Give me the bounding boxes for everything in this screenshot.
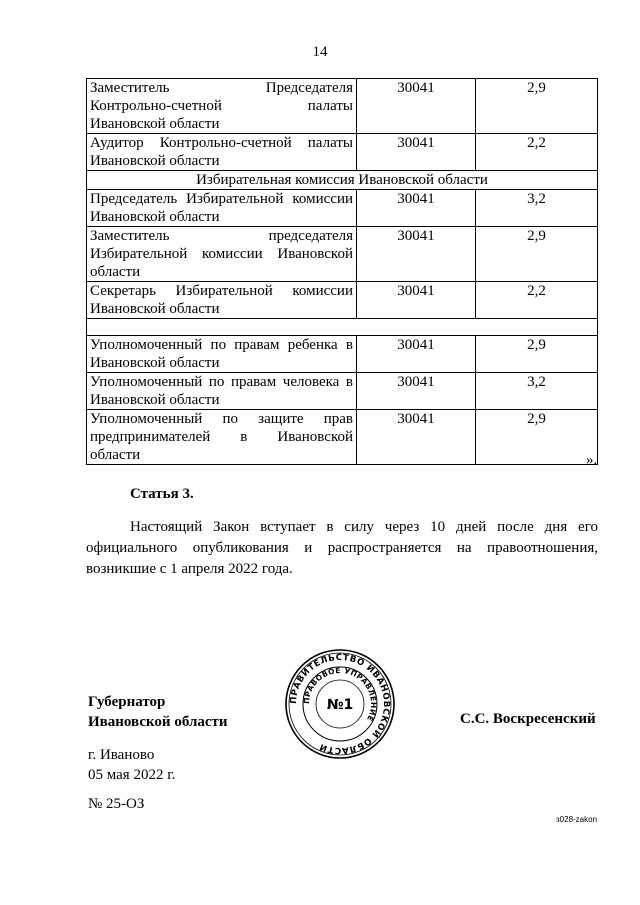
table-row — [87, 373, 598, 410]
position-line: Ивановской области — [90, 355, 220, 371]
position-line: Ивановской области — [90, 209, 220, 225]
position-cell — [87, 134, 357, 171]
position-line: Ивановской области — [90, 392, 220, 408]
position-line: Уполномоченный по правам человека в — [90, 374, 353, 390]
coefficient-cell: 3,2 — [476, 190, 598, 227]
coefficient-cell: 2,9 — [476, 336, 598, 373]
table-row — [87, 336, 598, 373]
position-line: Уполномоченный по защите прав — [90, 411, 353, 427]
code-cell: 30041 — [357, 134, 476, 171]
table-row — [87, 410, 598, 465]
coefficient-cell: 2,9 — [476, 410, 598, 465]
table-row — [87, 79, 598, 134]
position-line: Избирательной комиссии Ивановской — [90, 246, 353, 262]
coefficient-cell: 3,2 — [476, 373, 598, 410]
official-seal — [284, 648, 396, 760]
table-row — [87, 319, 598, 336]
coefficient-cell: 2,9 — [476, 227, 598, 282]
seal-center-text: №1 — [326, 697, 354, 713]
position-cell — [87, 227, 357, 282]
place-date — [88, 745, 175, 785]
position-line: области — [90, 447, 141, 463]
position-line: Ивановской области — [90, 153, 220, 169]
code-cell: 30041 — [357, 373, 476, 410]
position-line: Заместитель Председателя — [90, 80, 353, 96]
position-cell — [87, 410, 357, 465]
table-row — [87, 134, 598, 171]
signatory-name: С.С. Воскресенский — [460, 711, 596, 727]
empty-row — [87, 319, 598, 336]
seal-inner-text: ПРАВОВОЕ УПРАВЛЕНИЕ — [301, 665, 379, 723]
article-title: Статья 3. — [130, 486, 194, 502]
position-line: Председатель Избирательной комиссии — [90, 191, 353, 207]
closing-quote: ». — [586, 452, 598, 468]
position-line: Аудитор Контрольно-счетной палаты — [90, 135, 353, 151]
position-line: Уполномоченный по правам ребенка в — [90, 337, 353, 353]
coefficient-cell: 2,9 — [476, 79, 598, 134]
table-row — [87, 171, 598, 190]
code-cell: 30041 — [357, 282, 476, 319]
article-text: Настоящий Закон вступает в силу через 10 дней после дня его официального опубликования и распространяется на правоотношения, возникшие с 1 апреля 2022 года. — [86, 519, 598, 577]
signatory-title-line2: Ивановской области — [88, 714, 228, 730]
position-cell — [87, 282, 357, 319]
law-number: № 25-ОЗ — [88, 796, 145, 812]
code-cell: 30041 — [357, 190, 476, 227]
signatory-title — [88, 692, 228, 732]
coefficient-cell: 2,2 — [476, 282, 598, 319]
svg-text:ПРАВОВОЕ УПРАВЛЕНИЕ — [302, 666, 378, 723]
date: 05 мая 2022 г. — [88, 767, 176, 783]
place: г. Иваново — [88, 747, 155, 763]
code-cell: 30041 — [357, 336, 476, 373]
code-cell: 30041 — [357, 227, 476, 282]
table-row — [87, 282, 598, 319]
table-row — [87, 190, 598, 227]
position-cell — [87, 373, 357, 410]
code-cell: 30041 — [357, 410, 476, 465]
page-number: 14 — [312, 44, 328, 60]
position-line: Ивановской области — [90, 301, 220, 317]
position-cell — [87, 190, 357, 227]
coefficient-cell: 2,2 — [476, 134, 598, 171]
position-line: области — [90, 264, 141, 280]
section-heading: Избирательная комиссия Ивановской области — [87, 171, 598, 190]
table-row — [87, 227, 598, 282]
position-line: Заместитель председателя — [90, 228, 353, 244]
position-line: Контрольно-счетной палаты — [90, 98, 353, 114]
position-line: Ивановской области — [90, 116, 220, 132]
positions-table — [86, 78, 598, 465]
position-line: предпринимателей в Ивановской — [90, 429, 353, 445]
position-cell — [87, 336, 357, 373]
code-cell: 30041 — [357, 79, 476, 134]
file-code: з028-zakon — [556, 815, 598, 824]
seal-outer-text: ПРАВИТЕЛЬСТВО ИВАНОВСКОЙ ОБЛАСТИ — [288, 652, 392, 756]
position-line: Секретарь Избирательной комиссии — [90, 283, 353, 299]
position-cell — [87, 79, 357, 134]
signatory-title-line1: Губернатор — [88, 694, 166, 710]
